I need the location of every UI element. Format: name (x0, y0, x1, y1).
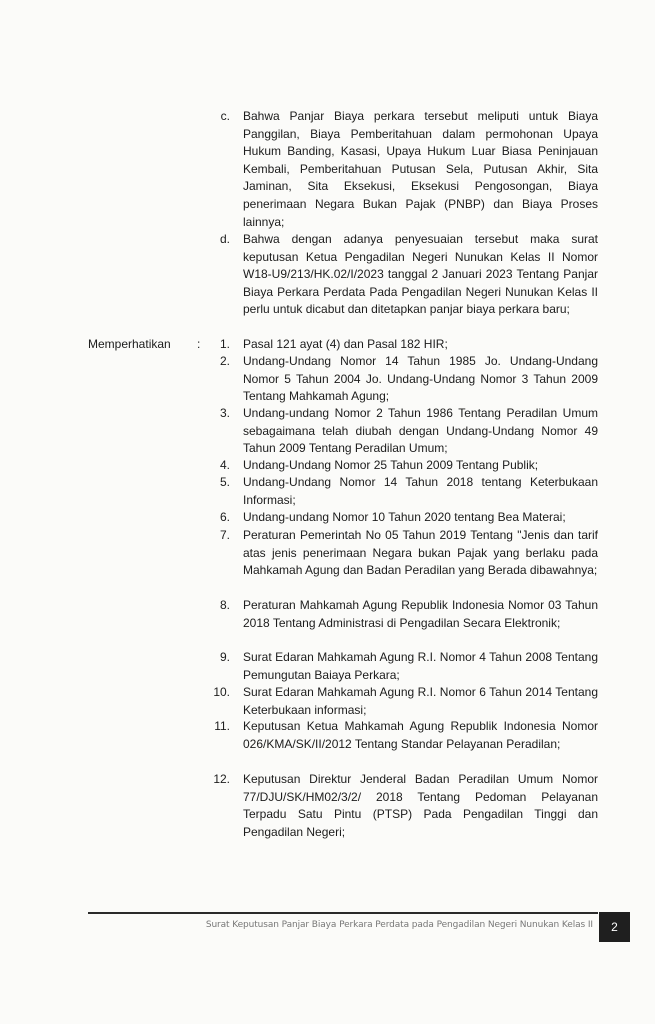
list-item-text: Undang-undang Nomor 2 Tahun 1986 Tentang Peradilan Umum sebagaimana telah diubah dengan Undang-Undang Nomor 49 Tahun 2009 Tentang Peradilan Umum; (243, 406, 598, 456)
consideration-marker-c: c. (220, 109, 230, 123)
list-item-marker: 3. (219, 406, 230, 420)
list-item-text: Undang-Undang Nomor 14 Tahun 2018 tentang Keterbukaan Informasi; (243, 475, 598, 507)
list-item-text: Peraturan Pemerintah No 05 Tahun 2019 Tentang "Jenis dan tarif atas jenis penerimaan Negara bukan Pajak yang berlaku pada Mahkamah Agung dan Badan Peradilan yang Berada dibawahnya; (243, 528, 598, 578)
list-item-marker: 6. (219, 510, 230, 524)
list-item-text: Keputusan Direktur Jenderal Badan Peradilan Umum Nomor 77/DJU/SK/HM02/3/2/ 2018 Tentang Pedoman Pelayanan Terpadu Satu Pintu (PTSP) Pada Pengadilan Tinggi dan Pengadilan Negeri; (243, 772, 598, 839)
list-item-marker: 7. (219, 528, 230, 542)
consideration-c-text: Bahwa Panjar Biaya perkara tersebut meliputi untuk Biaya Panggilan, Biaya Pemberitahuan dalam permohonan Upaya Hukum Banding, Kasasi, Upaya Hukum Luar Biasa Peninjauan Kembali, Pemberitahuan Putusan Sela, Putusan Akhir, Sita Jaminan, Sita Eksekusi, Eksekusi Pengosongan, Biaya penerimaan Negara Bukan Pajak (PNBP) dan Biaya Proses lainnya; (243, 109, 598, 229)
list-item-marker: 10. (213, 685, 230, 699)
section-colon: : (197, 337, 201, 351)
list-item-marker: 9. (219, 650, 230, 664)
list-item-marker: 4. (219, 458, 230, 472)
consideration-d-text: Bahwa dengan adanya penyesuaian tersebut maka surat keputusan Ketua Pengadilan Negeri Nunukan Kelas II Nomor W18-U9/213/HK.02/I/2023 tanggal 2 Januari 2023 Tentang Panjar Biaya Perkara Perdata Pada Pengadilan Negeri Nunukan Kelas II perlu untuk dicabut dan ditetapkan panjar biaya perkara baru; (243, 232, 598, 317)
list-item-marker: 8. (219, 598, 230, 612)
list-item-marker: 1. (219, 337, 230, 351)
list-item-marker: 2. (219, 354, 230, 368)
list-item-marker: 12. (213, 772, 230, 786)
list-item-text: Surat Edaran Mahkamah Agung R.I. Nomor 4 Tahun 2008 Tentang Pemungutan Baiaya Perkara; (243, 650, 598, 682)
list-item-text: Pasal 121 ayat (4) dan Pasal 182 HIR; (243, 337, 448, 351)
section-label-memperhatikan: Memperhatikan (88, 337, 171, 351)
list-item-marker: 11. (214, 719, 230, 733)
page-number-badge: 2 (599, 912, 630, 942)
list-item-text: Undang-Undang Nomor 25 Tahun 2009 Tentang Publik; (243, 458, 539, 472)
list-item-text: Undang-undang Nomor 10 Tahun 2020 tentang Bea Materai; (243, 510, 566, 524)
footer-divider (88, 912, 598, 914)
list-item-text: Undang-Undang Nomor 14 Tahun 1985 Jo. Undang-Undang Nomor 5 Tahun 2004 Jo. Undang-Undang Nomor 3 Tahun 2009 Tentang Mahkamah Agung; (243, 354, 598, 404)
list-item-marker: 5. (219, 475, 230, 489)
footer-document-title: Surat Keputusan Panjar Biaya Perkara Perdata pada Pengadilan Negeri Nunukan Kelas II (205, 920, 593, 930)
list-item-text: Keputusan Ketua Mahkamah Agung Republik Indonesia Nomor 026/KMA/SK/II/2012 Tentang Standar Pelayanan Peradilan; (243, 719, 598, 751)
list-item-text: Surat Edaran Mahkamah Agung R.I. Nomor 6 Tahun 2014 Tentang Keterbukaan informasi; (243, 685, 598, 717)
list-item-text: Peraturan Mahkamah Agung Republik Indonesia Nomor 03 Tahun 2018 Tentang Administrasi di Pengadilan Secara Elektronik; (243, 598, 598, 630)
consideration-marker-d: d. (219, 232, 230, 246)
